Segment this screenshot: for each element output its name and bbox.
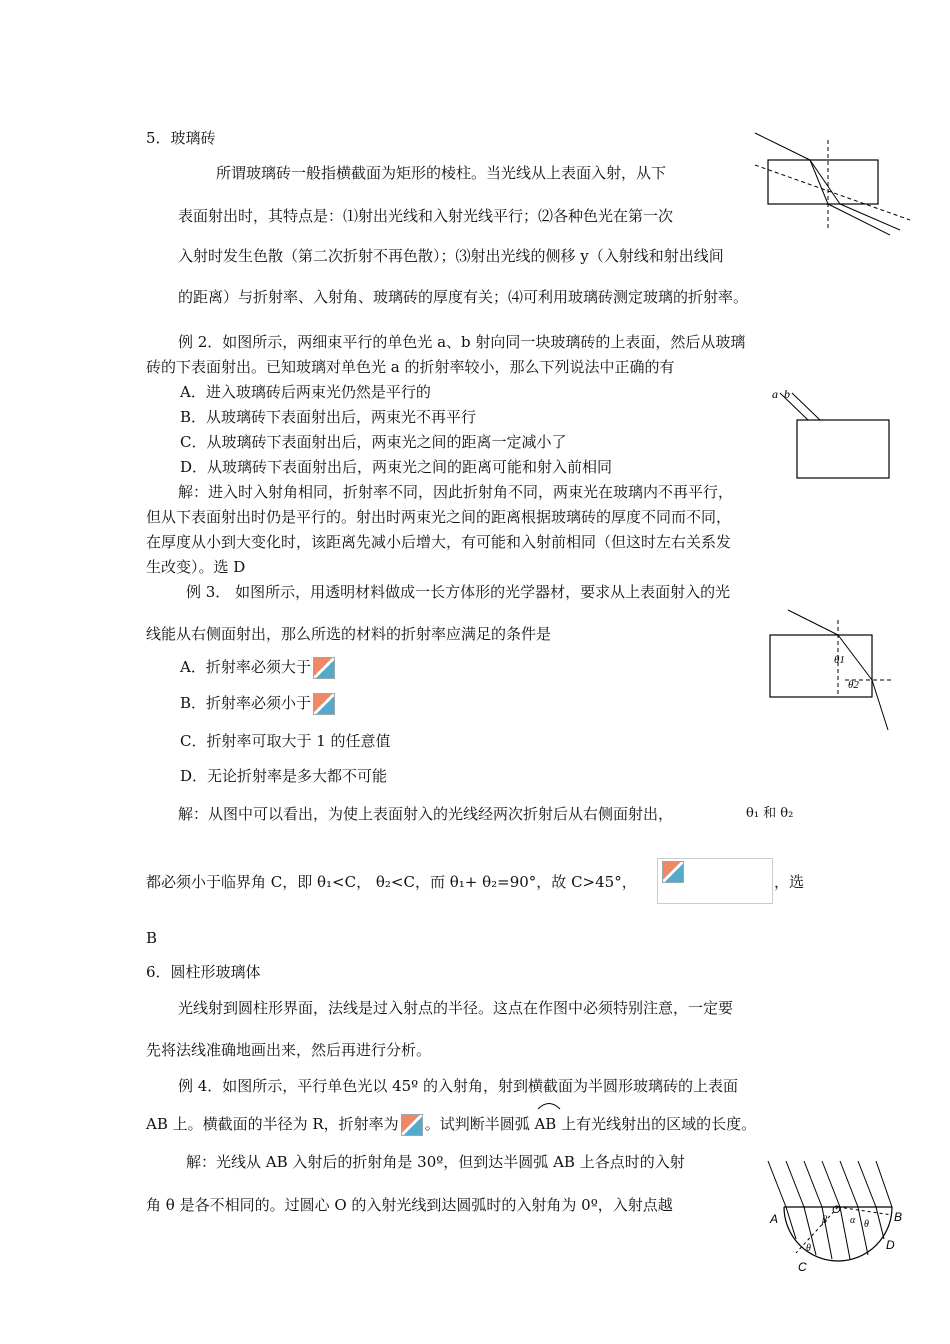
formula-image-icon <box>401 1114 423 1136</box>
example-4-question-line: 例 4．如图所示，平行单色光以 45º 的入射角，射到横截面为半圆形玻璃砖的上表面 <box>178 1077 738 1095</box>
example-3-option-a <box>180 657 337 679</box>
example-2-question-line: 例 2．如图所示，两细束平行的单色光 a、b 射向同一块玻璃砖的上表面，然后从玻璃 <box>178 333 746 351</box>
example-3-answer: B <box>146 929 158 947</box>
section-5-paragraph-line: 的距离）与折射率、入射角、玻璃砖的厚度有关；⑷可利用玻璃砖测定玻璃的折射率。 <box>178 288 749 306</box>
question-part-1: AB 上。横截面的半径为 R，折射率为 <box>146 1115 399 1133</box>
section-6-paragraph-line: 先将法线准确地画出来，然后再进行分析。 <box>146 1041 432 1059</box>
example-2-solution-line: 解：进入时入射角相同，折射率不同，因此折射角不同，两束光在玻璃内不再平行， <box>178 483 734 501</box>
theta-label: θ <box>806 1243 811 1254</box>
example-3-question-line: 例 3． 如图所示，用透明材料做成一长方体形的光学器材，要求从上表面射入的光 <box>186 583 731 601</box>
example-2-solution-line: 生改变）。选 D <box>146 558 246 576</box>
section-5-paragraph-line: 入射时发生色散（第二次折射不再色散）；⑶射出光线的侧移 y（入射线和射出线间 <box>178 247 724 265</box>
example-2-option-a: A．进入玻璃砖后两束光仍然是平行的 <box>180 383 431 401</box>
formula-image-icon <box>662 861 684 883</box>
glass-brick-figure <box>750 130 920 240</box>
example-2-option-b: B．从玻璃砖下表面射出后，两束光不再平行 <box>180 408 477 426</box>
example-2-option-d: D．从玻璃砖下表面射出后，两束光之间的距离可能和射入前相同 <box>180 458 613 476</box>
section-5-title: 5．玻璃砖 <box>146 129 216 147</box>
point-label-a: A <box>770 1212 779 1226</box>
example-3-solution-end: ，选 <box>774 873 805 891</box>
alpha-label: α <box>850 1215 856 1226</box>
example-2-option-c: C．从玻璃砖下表面射出后，两束光之间的距离一定减小了 <box>180 433 567 451</box>
example-3-option-c: C．折射率可取大于 1 的任意值 <box>180 732 391 750</box>
point-label-d: D <box>886 1238 895 1252</box>
section-5-paragraph-line: 表面射出时，其特点是：⑴射出光线和入射光线平行；⑵各种色光在第一次 <box>178 207 674 225</box>
ray-label-a: a <box>772 387 778 401</box>
option-b-text: B．折射率必须小于 <box>180 694 312 712</box>
point-label-c: C <box>798 1260 807 1274</box>
formula-image-box <box>657 858 773 904</box>
center-label-o: O <box>832 1204 841 1216</box>
example-4-solution-line: 角 θ 是各不相同的。过圆心 O 的入射光线到达圆弧时的入射角为 0º，入射点越 <box>146 1196 673 1214</box>
example-3-solution-line: 都必须小于临界角 C，即 θ₁<C， θ₂<C，而 θ₁+ θ₂=90°，故 C>45°， <box>146 873 637 891</box>
semicircle-glass-figure <box>766 1155 916 1275</box>
section-6-paragraph-line: 光线射到圆柱形界面，法线是过入射点的半径。这点在作图中必须特别注意，一定要 <box>178 999 734 1017</box>
example-3-option-b <box>180 693 337 715</box>
section-6-title: 6．圆柱形玻璃体 <box>146 963 261 981</box>
example-4-solution-line: 解：光线从 AB 入射后的折射角是 30º，但到达半圆弧 AB 上各点时的入射 <box>186 1153 685 1171</box>
example-3-question-line: 线能从右侧面射出，那么所选的材料的折射率应满足的条件是 <box>146 625 552 643</box>
example-3-solution-theta: θ₁ 和 θ₂ <box>746 806 794 821</box>
example-2-solution-line: 在厚度从小到大变化时，该距离先减小后增大，有可能和入射前相同（但这时左右关系发 <box>146 533 732 551</box>
formula-image-icon <box>313 657 335 679</box>
example-3-option-d: D．无论折射率是多大都不可能 <box>180 767 388 785</box>
option-a-text: A．折射率必须大于 <box>180 658 311 676</box>
example-3-figure <box>760 605 900 735</box>
example-4-question-line <box>146 1114 756 1136</box>
formula-image-icon <box>313 693 335 715</box>
example-2-solution-line: 但从下表面射出时仍是平行的。射出时两束光之间的距离根据玻璃砖的厚度不同而不同， <box>146 508 732 526</box>
beta-label: β <box>822 1215 827 1226</box>
theta-label: θ <box>864 1219 869 1230</box>
point-label-b: B <box>894 1210 903 1224</box>
section-5-paragraph-line: 所谓玻璃砖一般指横截面为矩形的棱柱。当光线从上表面入射，从下 <box>216 164 667 182</box>
question-part-2: 。试判断半圆弧 AB 上有光线射出的区域的长度。 <box>424 1115 757 1133</box>
example-2-figure <box>770 385 900 485</box>
theta1-label: θ1 <box>834 654 845 666</box>
ray-label-b: b <box>784 387 790 401</box>
arc-mark-icon <box>536 1100 562 1110</box>
example-3-solution-line: 解：从图中可以看出，为使上表面射入的光线经两次折射后从右侧面射出， <box>178 805 674 823</box>
example-2-question-line: 砖的下表面射出。已知玻璃对单色光 a 的折射率较小，那么下列说法中正确的有 <box>146 358 675 376</box>
theta2-label: θ2 <box>848 679 859 691</box>
